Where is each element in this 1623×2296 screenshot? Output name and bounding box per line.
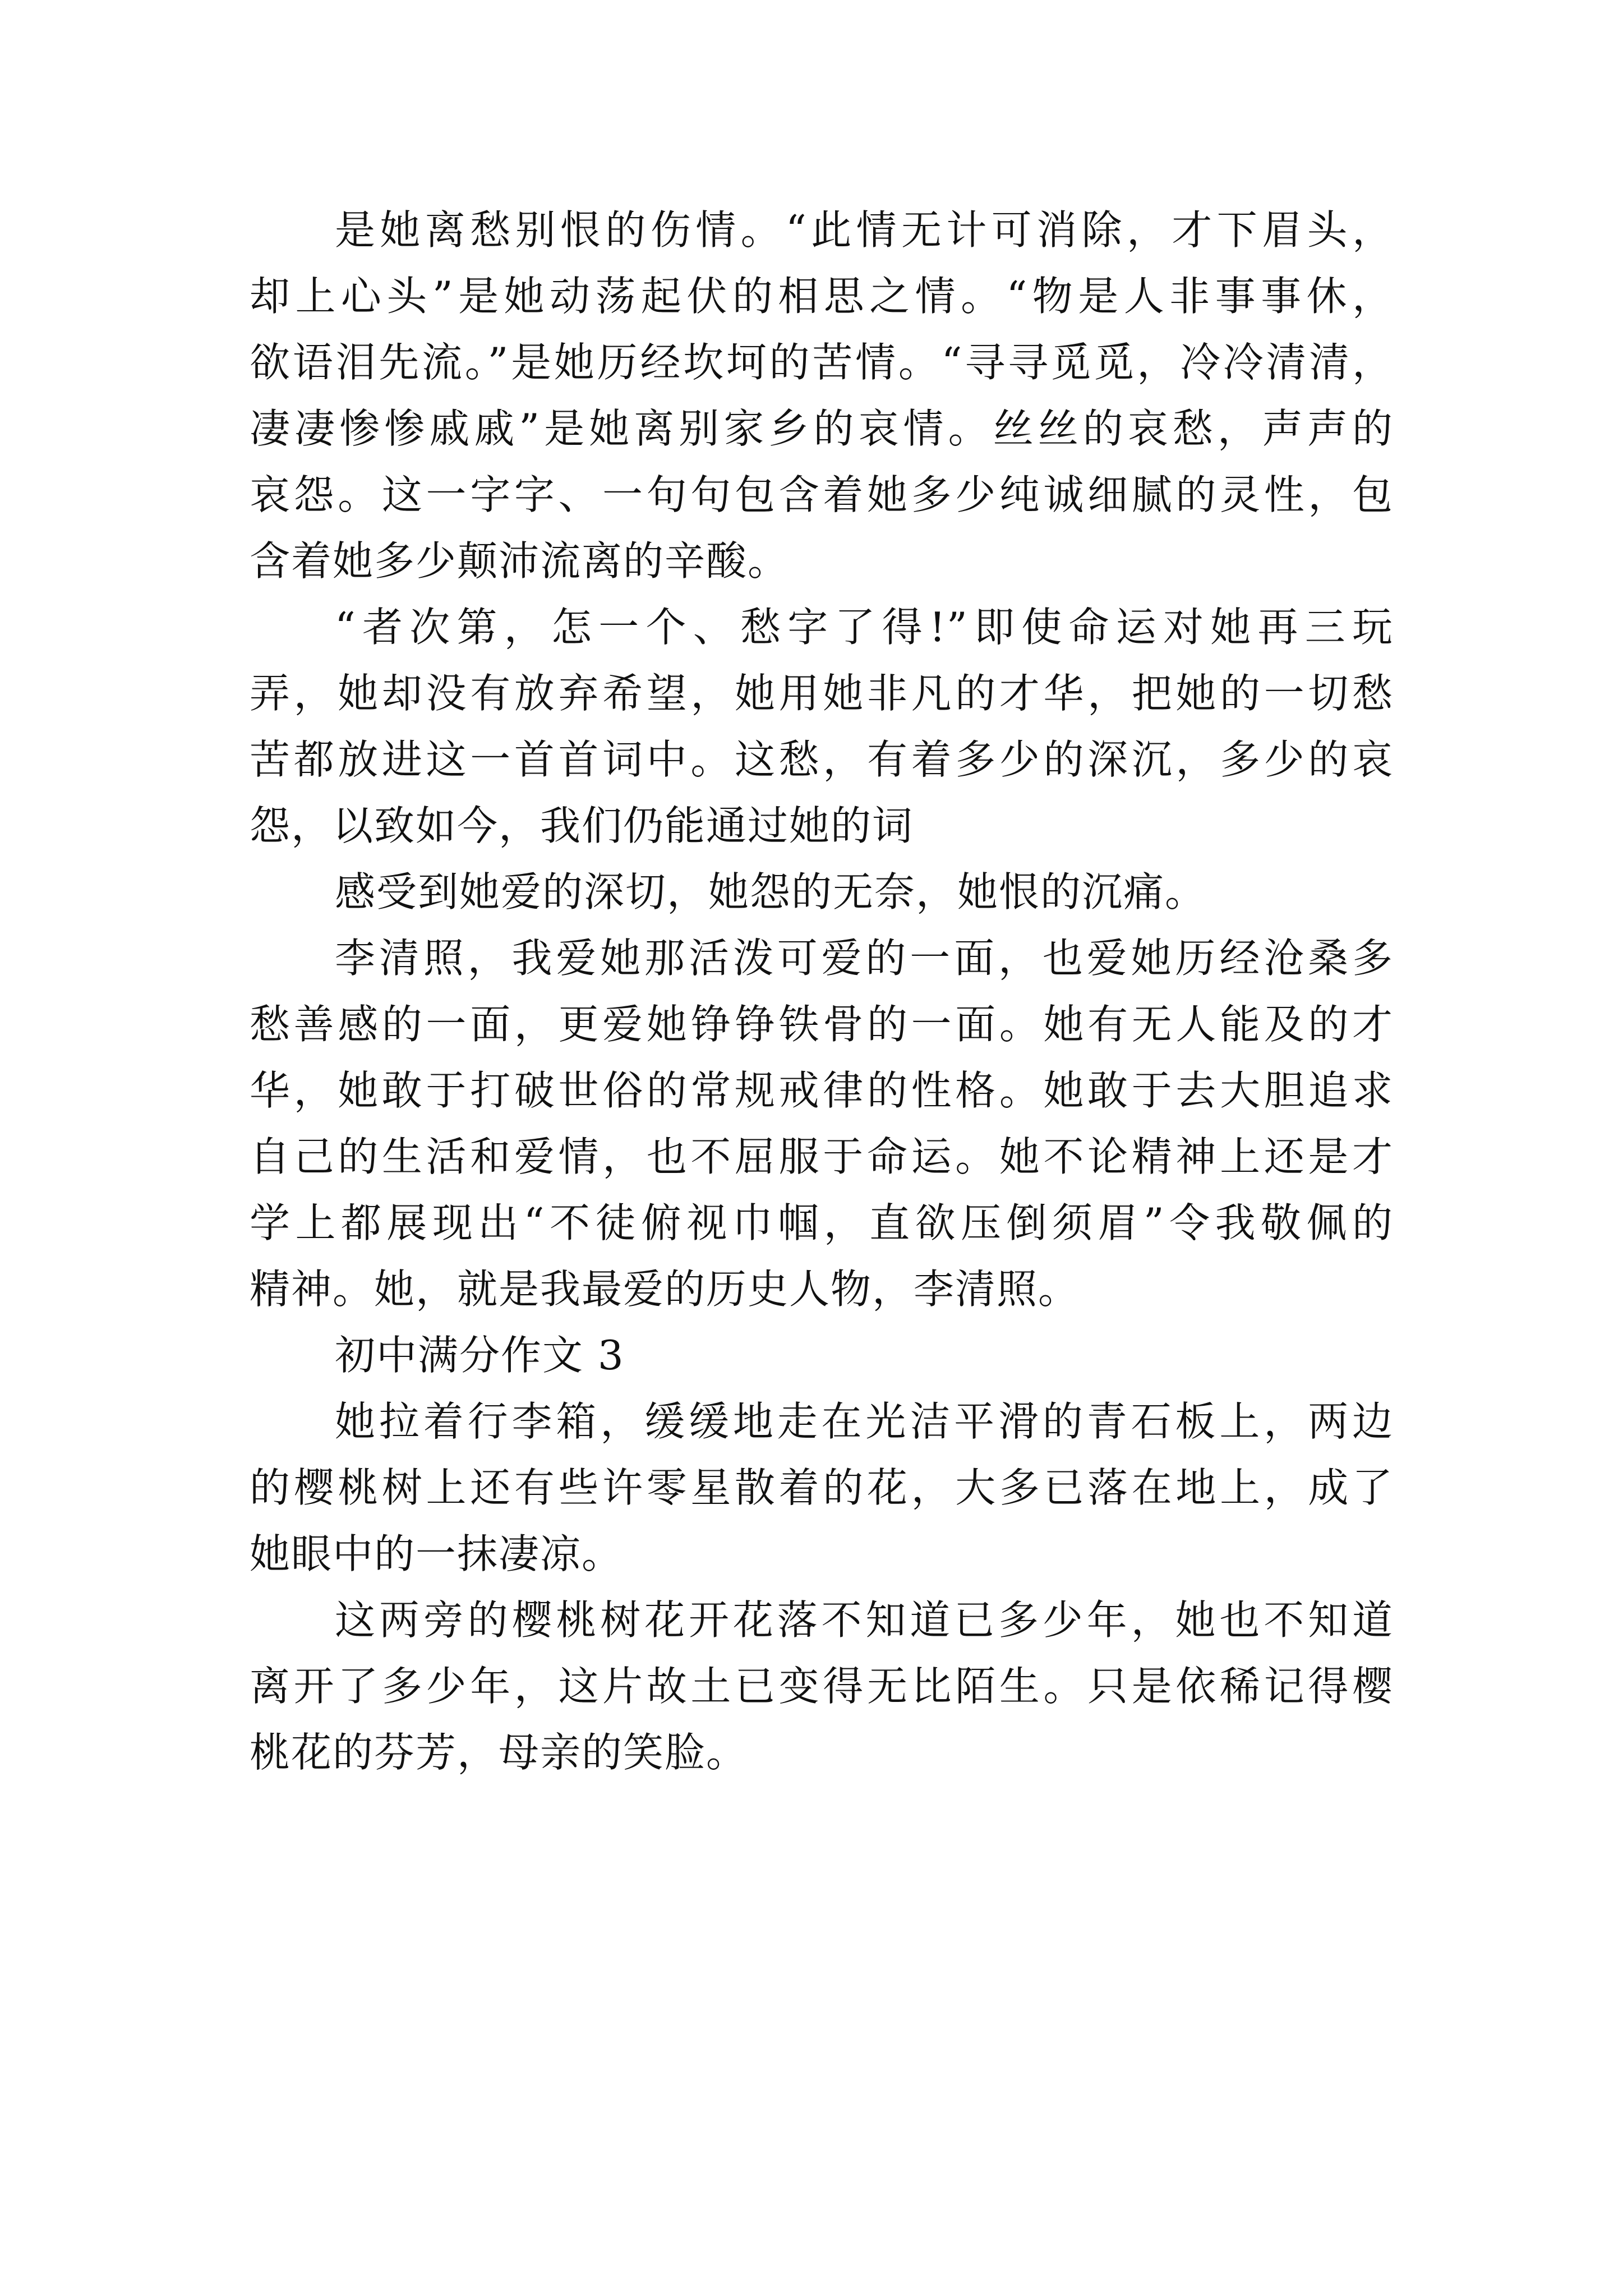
text-line: 自己的生活和爱情，也不屈服于命运。她不论精神上还是才 [250, 1133, 1394, 1180]
text-line: 凄凄惨惨戚戚”是她离别家乡的哀情。丝丝的哀愁，声声的 [250, 405, 1394, 452]
text-line: 的樱桃树上还有些许零星散着的花，大多已落在地上，成了 [250, 1464, 1394, 1511]
text-line: 却上心头”是她动荡起伏的相思之情。“物是人非事事休， [250, 273, 1394, 320]
text-line: 她拉着行李箱，缓缓地走在光洁平滑的青石板上，两边 [335, 1398, 1394, 1445]
text-line: 感受到她爱的深切，她怨的无奈，她恨的沉痛。 [335, 868, 1207, 915]
text-line: 弄，她却没有放弃希望，她用她非凡的才华，把她的一切愁 [250, 670, 1394, 717]
text-line: 桃花的芬芳，母亲的笑脸。 [250, 1729, 748, 1776]
text-line: 精神。她，就是我最爱的历史人物，李清照。 [250, 1266, 1080, 1313]
text-line: 愁善感的一面，更爱她铮铮铁骨的一面。她有无人能及的才 [250, 1001, 1394, 1048]
text-line: 怨，以致如今，我们仍能通过她的词 [250, 802, 914, 849]
text-line: 欲语泪先流。”是她历经坎坷的苦情。“寻寻觅觅，冷冷清清， [250, 339, 1394, 386]
text-line: 这两旁的樱桃树花开花落不知道已多少年，她也不知道 [335, 1596, 1394, 1644]
text-line: 李清照，我爱她那活泼可爱的一面，也爱她历经沧桑多 [335, 935, 1394, 982]
section-heading: 初中满分作文 3 [335, 1332, 625, 1379]
text-line: 离开了多少年，这片故土已变得无比陌生。只是依稀记得樱 [250, 1663, 1394, 1710]
text-line: 是她离愁别恨的伤情。“此情无计可消除，才下眉头， [335, 206, 1394, 254]
text-line: 她眼中的一抹凄凉。 [250, 1530, 624, 1577]
text-line: 哀怨。这一字字、一句句包含着她多少纯诚细腻的灵性，包 [250, 471, 1394, 518]
text-line: 学上都展现出“不徒俯视巾帼，直欲压倒须眉”令我敬佩的 [250, 1199, 1394, 1246]
text-line: 华，她敢于打破世俗的常规戒律的性格。她敢于去大胆追求 [250, 1067, 1394, 1114]
text-line: 苦都放进这一首首词中。这愁，有着多少的深沉，多少的哀 [250, 736, 1394, 783]
text-line: 含着她多少颠沛流离的辛酸。 [250, 537, 790, 585]
text-line: “者次第，怎一个、愁字了得!”即使命运对她再三玩 [335, 604, 1394, 651]
